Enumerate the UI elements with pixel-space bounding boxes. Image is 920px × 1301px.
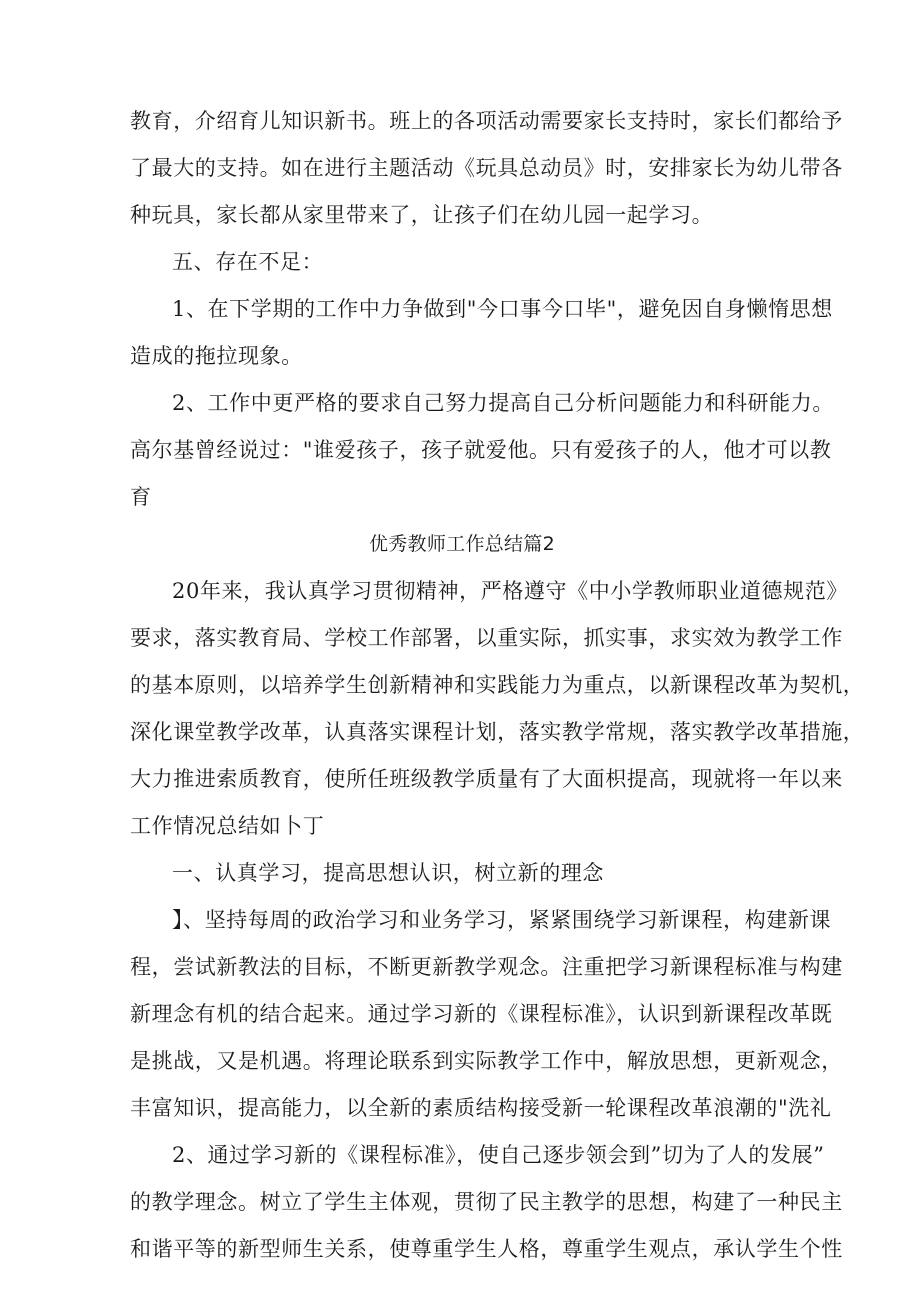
text-line: 程，尝试新教法的目标，不断更新教学观念。注重把学习新课程标准与构建: [130, 955, 843, 979]
text-line: 新理念有机的结合起来。通过学习新的《课程标准》，认识到新课程改革既: [130, 1002, 833, 1026]
text-line: 要求，落实教育局、学校工作部署，以重实际，抓实事，求实效为教学工作: [130, 626, 843, 650]
text-line: 教育，介绍育儿知识新书。班上的各项活动需要家长支持时，家长们都给予: [130, 109, 843, 133]
heading-line: 一、认真学习，提高思想认识，树立新的理念: [172, 861, 604, 885]
document-title: [130, 521, 794, 568]
text-line: 造成的拖拉现象。: [130, 344, 303, 368]
text-line: 种玩具，家长都从家里带来了，让孩子们在幼儿园一起学习。: [130, 203, 714, 227]
list-item-study-2: [130, 1132, 843, 1273]
text-line: 】、坚持每周的政治学习和业务学习，紧紧围绕学习新课程，构建新课: [172, 908, 832, 932]
text-line: 工作情况总结如卜丁: [130, 814, 325, 838]
text-line: 是挑战，又是机遇。将理论联系到实际教学工作中，解放思想，更新观念，: [130, 1049, 843, 1073]
paragraph-continuation: [130, 98, 843, 239]
document-page: [130, 98, 865, 1273]
text-line: 的基本原则，以培养学生创新精神和实践能力为重点，以新课程改革为契机，: [130, 673, 865, 697]
text-line: 育: [130, 485, 152, 509]
list-item-2: [130, 380, 834, 521]
text-line: 深化课堂教学改革，认真落实课程计划，落实教学常规，落实教学改革措施，: [130, 720, 865, 744]
text-line: 丰富知识，提高能力，以全新的素质结构接受新一轮课程改革浪潮的"洗礼: [130, 1096, 832, 1120]
section-heading-study: [130, 850, 794, 897]
text-line: 2、通过学习新的《课程标准》，使自己逐步领会到”切为了人的发展”: [172, 1143, 825, 1167]
text-line: 的教学理念。树立了学生主体观，贯彻了民主教学的思想，构建了一种民主: [130, 1190, 843, 1214]
text-line: 了最大的支持。如在进行主题活动《玩具总动员》时，安排家长为幼儿带各: [130, 156, 843, 180]
text-line: 和谐平等的新型师生关系，使尊重学生人格，尊重学生观点，承认学生个性: [130, 1237, 843, 1261]
text-line: 2、工作中更严格的要求自己努力提高自己分析问题能力和科研能力。: [172, 391, 834, 415]
title-line: 优秀教师工作总结篇2: [368, 533, 556, 555]
list-item-1: [130, 286, 833, 380]
text-line: 高尔基曾经说过："谁爱孩子，孩子就爱他。只有爱孩子的人，他才可以教: [130, 438, 832, 462]
text-line: 20年来，我认真学习贯彻精神，严格遵守《中小学教师职业道德规范》: [172, 579, 848, 603]
list-item-study-1: [130, 897, 843, 1132]
paragraph-intro: [130, 568, 865, 850]
text-line: 大力推进索质教育，使所任班级教学质量有了大面枳提高，现就将一年以来: [130, 767, 843, 791]
heading-line: 五、存在不足：: [172, 250, 324, 274]
section-heading-shortcomings: [130, 239, 794, 286]
text-line: 1、在下学期的工作中力争做到"今口事今口毕"，避免因自身懒惰思想: [172, 297, 833, 321]
